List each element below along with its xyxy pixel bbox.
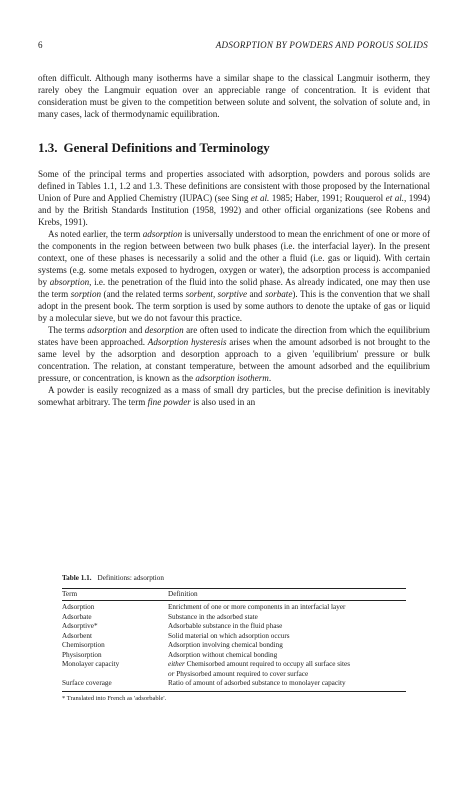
table-header-row (62, 588, 406, 601)
paragraph-definitions-intro (38, 168, 430, 228)
table-row (62, 632, 406, 642)
page-number: 6 (38, 40, 43, 50)
text-run-italic: absorption (49, 277, 90, 287)
table-cell-term: Adsorbate (62, 612, 92, 621)
table-caption-text: Definitions: adsorption (97, 574, 164, 582)
text-run: A powder is easily recognized as a mass of small dry particles, but the precise definition is inevitably somewhat arbitrary. The term (38, 385, 430, 407)
table-row (62, 660, 406, 679)
table-cell-term: Monolayer capacity (62, 660, 120, 668)
text-run-italic: fine powder (147, 397, 191, 407)
table-row (62, 622, 406, 632)
text-run-italic: sorption (70, 289, 102, 299)
table-cell-definition: Ratio of amount of adsorbed substance to monolayer capacity (168, 679, 406, 691)
text-run: , 1994) and by the British Standards Institution (1958, 1992) and other official organizations (see Robens and Krebs, 1991). (38, 193, 431, 227)
definition-line (168, 670, 406, 680)
table-cell-definition: Enrichment of one or more components in an interfacial layer (168, 603, 346, 611)
table-cell-definition: Adsorption without chemical bonding (168, 650, 278, 659)
text-run-italic: Adsorption hysteresis (147, 337, 227, 347)
text-run: The terms (48, 325, 88, 335)
paragraph-powder (38, 384, 430, 408)
text-run: . (268, 373, 272, 383)
table-row (62, 651, 406, 661)
table-cell-definition: Adsorbable substance in the fluid phase (168, 622, 283, 630)
text-run-italic: et al. (385, 193, 405, 203)
definitions-table-block (62, 574, 406, 703)
text-run: and (246, 289, 266, 299)
text-run-italic: adsorption (87, 325, 127, 335)
text-run: , i.e. the penetration of the fluid into the solid phase. As already indicated, one may then use the term (38, 277, 430, 299)
table-cell-definition (168, 660, 406, 679)
main-text (38, 72, 430, 408)
table-cell-term: Chemisorption (62, 641, 105, 649)
paragraph-desorption (38, 324, 430, 384)
table-label: Table 1.1. (62, 574, 92, 582)
text-run: Physisorbed amount required to cover surface (174, 669, 309, 678)
text-run: is universally understood to mean the enrichment of one or more of the components in the region between between two bulk phases (i.e. the interfacial layer). In the present context, one of these phases is necessarily a solid and the other a fluid (i.e. gas or liquid). With certain systems (e.g. some metals exposed to hydrogen, oxygen or water), the adsorption process is accompanied by (38, 229, 430, 287)
text-run: Chemisorbed amount required to occupy all surface sites (184, 660, 351, 668)
table-cell-term: Physisorption (62, 650, 102, 659)
definition-line (168, 660, 406, 670)
table-header-term: Term (62, 588, 168, 601)
table-caption (62, 574, 406, 584)
table-row (62, 679, 406, 691)
table-cell-term: Adsorption (62, 603, 95, 611)
definitions-table (62, 588, 406, 692)
section-title: General Definitions and Terminology (63, 140, 270, 155)
table-row (62, 641, 406, 651)
table-footnote: * Translated into French as 'adsorbable'. (62, 694, 167, 702)
text-run-italic: either (168, 660, 185, 668)
text-run-italic: desorption (144, 325, 184, 335)
text-run: ). This is the convention that we shall adopt in the present book. The term sorption is used by some authors to denote the uptake of gas or liquid by a molecular sieve, but we do not favour this practice. (38, 289, 430, 323)
table-row (62, 613, 406, 623)
table-cell-definition: Adsorption involving chemical bonding (168, 641, 283, 649)
section-heading (38, 142, 430, 154)
running-header (38, 40, 428, 52)
text-run: (and the related terms (101, 289, 186, 299)
text-run-italic: sorbent, sorptive (185, 289, 247, 299)
text-run-italic: or (168, 669, 175, 678)
text-run-italic: sorbate (265, 289, 293, 299)
text-run: Some of the principal terms and properties associated with adsorption, powders and porous solids are defined in Tables 1.1, 1.2 and 1.3. These definitions are consistent with those proposed by the International Union of Pure and Applied Chemistry (IUPAC) (see Sing (38, 169, 430, 203)
text-run: As noted earlier, the term (48, 229, 143, 239)
text-run-italic: adsorption (142, 229, 183, 239)
text-run-italic: et al. (250, 193, 270, 203)
paragraph-adsorption (38, 228, 430, 324)
text-run-italic: adsorption isotherm (195, 373, 269, 383)
table-cell-definition: Substance in the adsorbed state (168, 612, 258, 621)
section-number: 1.3. (38, 140, 58, 155)
text-run: are often used to indicate the direction from which the equilibrium states have been approached. (38, 325, 430, 347)
table-cell-term: Surface coverage (62, 679, 168, 691)
table-cell-definition: Solid material on which adsorption occurs (168, 631, 290, 640)
text-run: and (126, 325, 145, 335)
text-run: is also used in an (190, 397, 256, 407)
text-run: arises when the amount adsorbed is not brought to the same level by the adsorption and desorption approach to a given 'equilibrium' pressure or bulk concentration. The relation, at constant temperature, between the amount adsorbed and the equilibrium pressure, or concentration, is known as the (38, 337, 430, 383)
text-run: 1985; Haber, 1991; Rouquerol (269, 193, 386, 203)
running-title: ADSORPTION BY POWDERS AND POROUS SOLIDS (215, 40, 428, 50)
intro-paragraph: often difficult. Although many isotherms have a similar shape to the classical Langmuir isotherm, they rarely obey the Langmuir equation over an appreciable range of concentration. It is evident that consideration must be given to the competition between solute and solvent, the solvation of solute and, in many cases, lack of thermodynamic equilibration. (38, 73, 430, 119)
table-header-definition: Definition (168, 588, 406, 601)
table-row (62, 601, 406, 613)
table-cell-term: Adsorptive* (62, 622, 98, 630)
table-cell-term: Adsorbent (62, 631, 92, 640)
